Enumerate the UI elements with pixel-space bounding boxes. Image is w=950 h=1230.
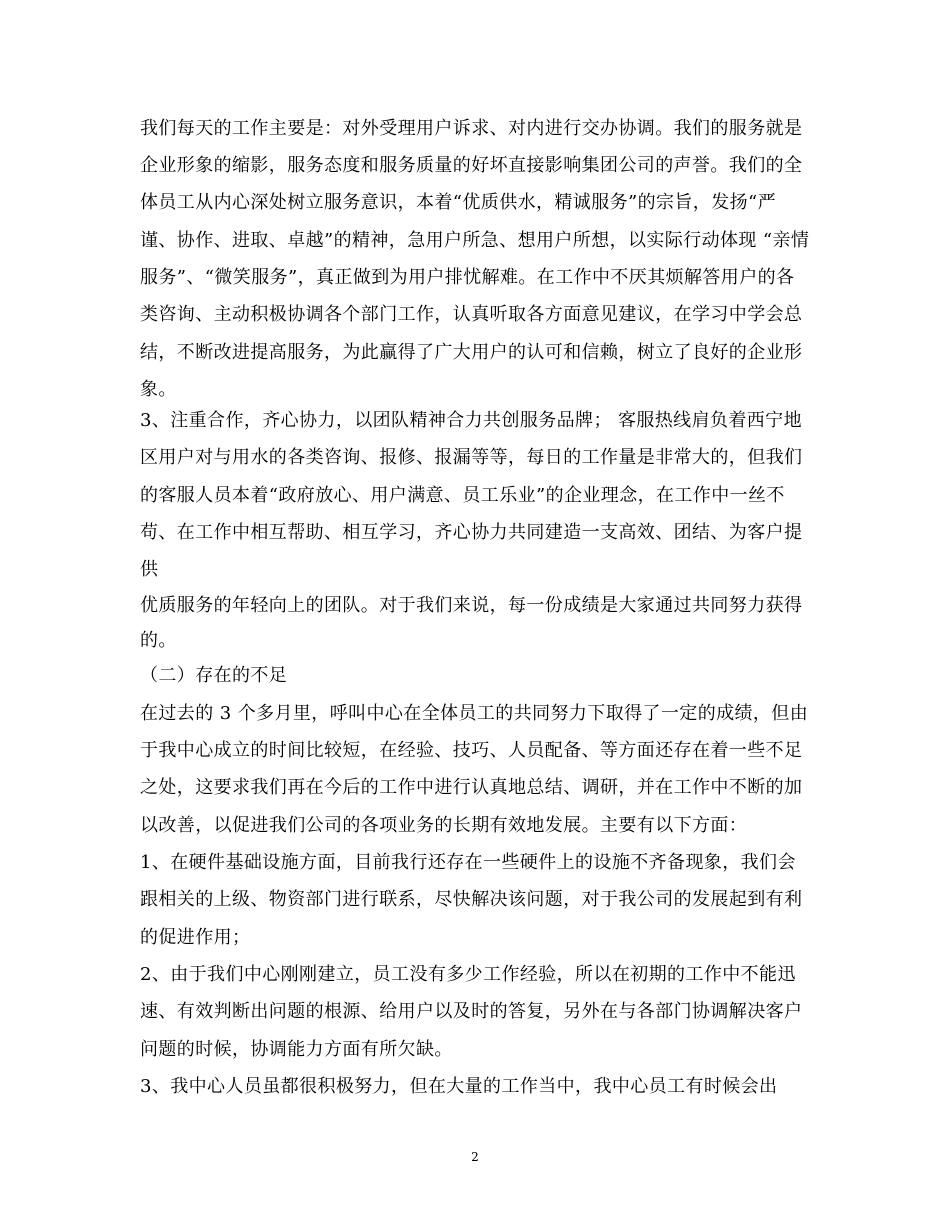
text-line: 类咨询、主动积极协调各个部门工作，认真听取各方面意见建议，在学习中学会总 — [140, 304, 803, 325]
text-line: 优质服务的年轻向上的团队。对于我们来说，每一份成绩是大家通过共同努力获得 — [140, 595, 803, 616]
text-line: 服务”、“微笑服务”，真正做到为用户排忧解难。在工作中不厌其烦解答用户的各 — [140, 267, 795, 288]
text-line: 于我中心成立的时间比较短，在经验、技巧、人员配备、等方面还存在着一些不足 — [140, 740, 803, 761]
text-line: 跟相关的上级、物资部门进行联系，尽快解决该问题，对于我公司的发展起到有利 — [140, 889, 803, 910]
section-heading: （二）存在的不足 — [140, 665, 288, 686]
text-line: 3、注重合作，齐心协力，以团队精神合力共创服务品牌； 客服热线肩负着西宁地 — [140, 410, 802, 431]
text-line: 以改善，以促进我们公司的各项业务的长期有效地发展。主要有以下方面： — [140, 815, 748, 836]
text-line: 问题的时候，协调能力方面有所欠缺。 — [140, 1039, 453, 1060]
text-line: 我们每天的工作主要是：对外受理用户诉求、对内进行交办协调。我们的服务就是 — [140, 118, 803, 139]
text-line: 的客服人员本着“政府放心、用户满意、员工乐业”的企业理念，在工作中一丝不 — [140, 485, 785, 506]
text-line: 的。 — [140, 630, 177, 651]
text-line: 体员工从内心深处树立服务意识，本着“优质供水，精诚服务”的宗旨，发扬“严 — [140, 192, 777, 213]
text-line: 在过去的 3 个多月里，呼叫中心在全体员工的共同努力下取得了一定的成绩，但由 — [140, 703, 809, 724]
text-line: 区用户对与用水的各类咨询、报修、报漏等等，每日的工作量是非常大的，但我们 — [140, 447, 803, 468]
text-line: 的促进作用； — [140, 927, 251, 948]
text-line: 企业形象的缩影，服务态度和服务质量的好坏直接影响集团公司的声誉。我们的全 — [140, 155, 803, 176]
text-line: 谨、协作、进取、卓越”的精神，急用户所急、想用户所想，以实际行动体现 “亲情 — [140, 230, 810, 251]
page-number: 2 — [471, 1150, 479, 1164]
text-line: 1、在硬件基础设施方面，目前我行还存在一些硬件上的设施不齐备现象，我们会 — [140, 852, 796, 873]
text-line: 2、由于我们中心刚刚建立，员工没有多少工作经验，所以在初期的工作中不能迅 — [140, 964, 796, 985]
text-line: 苟、在工作中相互帮助、相互学习，齐心协力共同建造一支高效、团结、为客户提 — [140, 522, 803, 543]
text-line: 之处，这要求我们再在今后的工作中进行认真地总结、调研，并在工作中不断的加 — [140, 777, 803, 798]
text-line: 供 — [140, 559, 159, 580]
text-line: 象。 — [140, 379, 177, 400]
text-line: 结，不断改进提高服务，为此赢得了广大用户的认可和信赖，树立了良好的企业形 — [140, 342, 803, 363]
text-line: 速、有效判断出问题的根源、给用户以及时的答复，另外在与各部门协调解决客户 — [140, 1001, 803, 1022]
text-line: 3、我中心人员虽都很积极努力，但在大量的工作当中，我中心员工有时候会出 — [140, 1076, 778, 1097]
